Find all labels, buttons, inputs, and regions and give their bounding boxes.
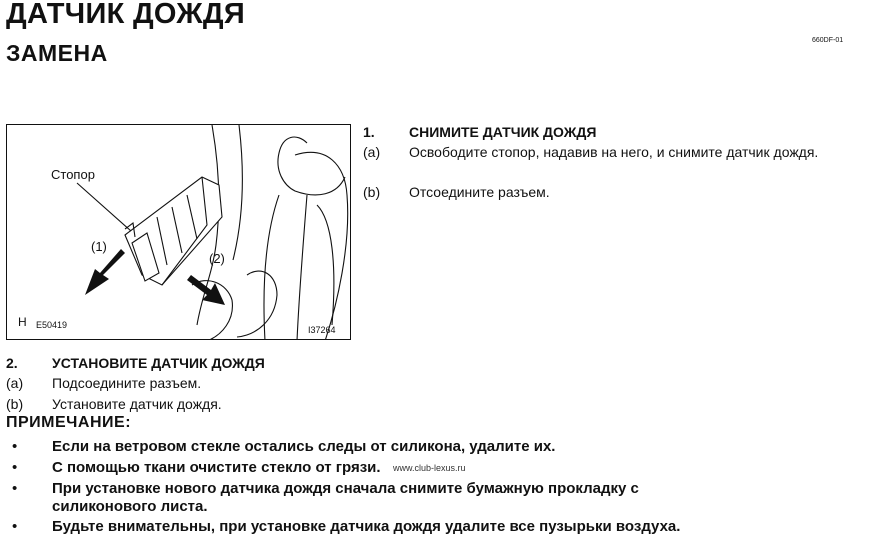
note-bullet: • bbox=[12, 518, 18, 535]
note-bullet: • bbox=[12, 459, 18, 476]
rain-sensor-drawing bbox=[7, 125, 351, 340]
step-2-number: 2. bbox=[6, 355, 18, 371]
step-2a-label: (a) bbox=[6, 375, 24, 391]
figure-code-right: I37264 bbox=[308, 325, 336, 335]
watermark: www.club-lexus.ru bbox=[393, 463, 466, 473]
step-2-heading: УСТАНОВИТЕ ДАТЧИК ДОЖДЯ bbox=[52, 355, 265, 371]
step-2b-label: (b) bbox=[6, 396, 24, 412]
document-id: 660DF-01 bbox=[812, 37, 844, 44]
arrow-1-label: (1) bbox=[91, 239, 107, 254]
step-2b-text: Установите датчик дождя. bbox=[52, 396, 222, 412]
step-1-heading: СНИМИТЕ ДАТЧИК ДОЖДЯ bbox=[409, 124, 597, 140]
step-1a-text: Освободите стопор, надавив на него, и снимите датчик дождя. bbox=[409, 144, 819, 160]
note-item-4: Будьте внимательны, при установке датчика дождя удалите все пузырьки воздуха. bbox=[52, 518, 681, 535]
step-1-number: 1. bbox=[363, 124, 375, 140]
note-item-1: Если на ветровом стекле остались следы от силикона, удалите их. bbox=[52, 438, 556, 455]
note-heading: ПРИМЕЧАНИЕ: bbox=[6, 414, 132, 431]
step-1b-label: (b) bbox=[363, 184, 381, 200]
page-subtitle: ЗАМЕНА bbox=[6, 40, 108, 66]
step-1b-text: Отсоедините разъем. bbox=[409, 184, 550, 200]
arrow-1-icon bbox=[85, 249, 125, 295]
arrow-2-icon bbox=[187, 275, 225, 305]
figure-code-left: E50419 bbox=[36, 320, 68, 330]
illustration-figure bbox=[6, 124, 351, 340]
stopper-label: Стопор bbox=[51, 167, 95, 182]
step-2a-text: Подсоедините разъем. bbox=[52, 375, 202, 391]
note-bullet: • bbox=[12, 438, 18, 455]
note-item-2: С помощью ткани очистите стекло от грязи. bbox=[52, 459, 381, 476]
figure-corner-letter: H bbox=[18, 315, 27, 329]
note-item-3: При установке нового датчика дождя сначала снимите бумажную прокладку с силиконового листа. bbox=[52, 480, 639, 515]
page-title: ДАТЧИК ДОЖДЯ bbox=[6, 0, 245, 30]
note-bullet: • bbox=[12, 480, 18, 497]
arrow-2-label: (2) bbox=[209, 251, 225, 266]
step-1a-label: (a) bbox=[363, 144, 381, 160]
